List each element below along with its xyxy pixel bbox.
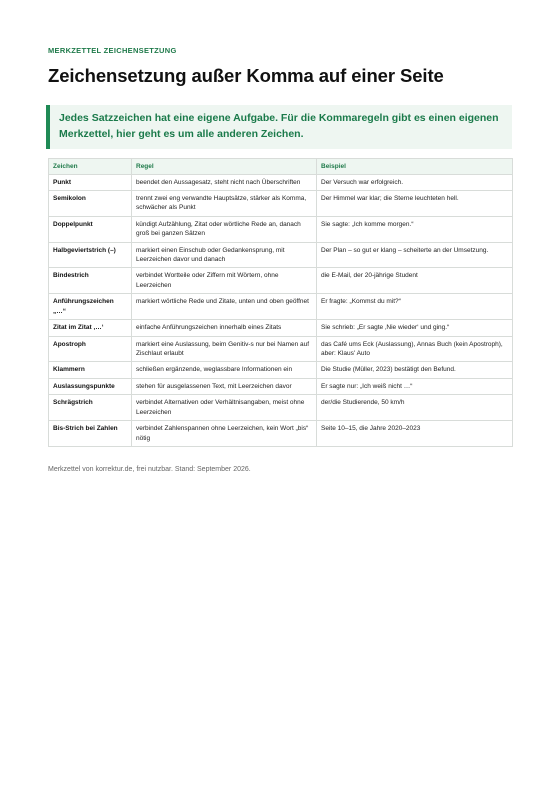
cell-zeichen: Apostroph (49, 336, 132, 362)
cell-beispiel: Der Himmel war klar; die Sterne leuchteten hell. (317, 190, 513, 216)
cell-beispiel: Der Versuch war erfolgreich. (317, 174, 513, 190)
table-row (49, 174, 513, 190)
cell-beispiel: Sie schrieb: „Er sagte ‚Nie wieder‘ und ging.“ (317, 320, 513, 336)
table-row (49, 216, 513, 242)
table-row (49, 294, 513, 320)
column-header-zeichen: Zeichen (49, 158, 132, 174)
cell-beispiel: Der Plan – so gut er klang – scheiterte an der Umsetzung. (317, 242, 513, 268)
cell-zeichen: Halbgeviertstrich (–) (49, 242, 132, 268)
cell-beispiel: Seite 10–15, die Jahre 2020–2023 (317, 421, 513, 447)
cell-beispiel: Er sagte nur: „Ich weiß nicht …“ (317, 378, 513, 394)
cell-regel: einfache Anführungszeichen innerhalb eines Zitats (132, 320, 317, 336)
cell-zeichen: Doppelpunkt (49, 216, 132, 242)
cell-regel: markiert einen Einschub oder Gedankensprung, mit Leerzeichen davor und danach (132, 242, 317, 268)
cell-regel: verbindet Alternativen oder Verhältnisangaben, meist ohne Leerzeichen (132, 395, 317, 421)
cell-regel: verbindet Zahlenspannen ohne Leerzeichen, kein Wort „bis“ nötig (132, 421, 317, 447)
intro-callout: Jedes Satzzeichen hat eine eigene Aufgabe. Für die Kommaregeln gibt es einen eigenen Merkzettel, hier geht es um alle anderen Zeichen. (46, 105, 512, 149)
cell-zeichen: Auslassungspunkte (49, 378, 132, 394)
table-row (49, 190, 513, 216)
cell-zeichen: Zitat im Zitat ‚…‘ (49, 320, 132, 336)
cell-regel: beendet den Aussagesatz, steht nicht nach Überschriften (132, 174, 317, 190)
cell-beispiel: die E-Mail, der 20-jährige Student (317, 268, 513, 294)
table-row (49, 336, 513, 362)
cell-beispiel: das Café ums Eck (Auslassung), Annas Buch (kein Apostroph), aber: Klaus' Auto (317, 336, 513, 362)
cell-beispiel: der/die Studierende, 50 km/h (317, 395, 513, 421)
cell-zeichen: Bis-Strich bei Zahlen (49, 421, 132, 447)
table-row (49, 362, 513, 378)
cell-regel: markiert wörtliche Rede und Zitate, unten und oben geöffnet (132, 294, 317, 320)
table-header-row (49, 158, 513, 174)
table-row (49, 378, 513, 394)
cell-zeichen: Anführungszeichen „…“ (49, 294, 132, 320)
cell-zeichen: Punkt (49, 174, 132, 190)
cell-regel: trennt zwei eng verwandte Hauptsätze, stärker als Komma, schwächer als Punkt (132, 190, 317, 216)
cell-beispiel: Sie sagte: „Ich komme morgen.“ (317, 216, 513, 242)
table-row (49, 242, 513, 268)
cell-beispiel: Die Studie (Müller, 2023) bestätigt den Befund. (317, 362, 513, 378)
table-row (49, 421, 513, 447)
column-header-regel: Regel (132, 158, 317, 174)
punctuation-table (48, 158, 513, 447)
column-header-beispiel: Beispiel (317, 158, 513, 174)
document-title: Zeichensetzung außer Komma auf einer Seite (48, 65, 444, 86)
cell-regel: markiert eine Auslassung, beim Genitiv-s nur bei Namen auf Zischlaut erlaubt (132, 336, 317, 362)
table-row (49, 320, 513, 336)
cell-regel: schließen ergänzende, weglassbare Informationen ein (132, 362, 317, 378)
cell-regel: stehen für ausgelassenen Text, mit Leerzeichen davor (132, 378, 317, 394)
document-footer: Merkzettel von korrektur.de, frei nutzbar. Stand: September 2026. (48, 465, 251, 473)
document-eyebrow: MERKZETTEL ZEICHENSETZUNG (48, 46, 177, 55)
cell-regel: kündigt Aufzählung, Zitat oder wörtliche Rede an, danach groß bei ganzen Sätzen (132, 216, 317, 242)
cell-beispiel: Er fragte: „Kommst du mit?“ (317, 294, 513, 320)
cell-zeichen: Semikolon (49, 190, 132, 216)
cell-zeichen: Klammern (49, 362, 132, 378)
table-row (49, 268, 513, 294)
cell-zeichen: Schrägstrich (49, 395, 132, 421)
cell-regel: verbindet Wortteile oder Ziffern mit Wörtern, ohne Leerzeichen (132, 268, 317, 294)
table-row (49, 395, 513, 421)
cell-zeichen: Bindestrich (49, 268, 132, 294)
